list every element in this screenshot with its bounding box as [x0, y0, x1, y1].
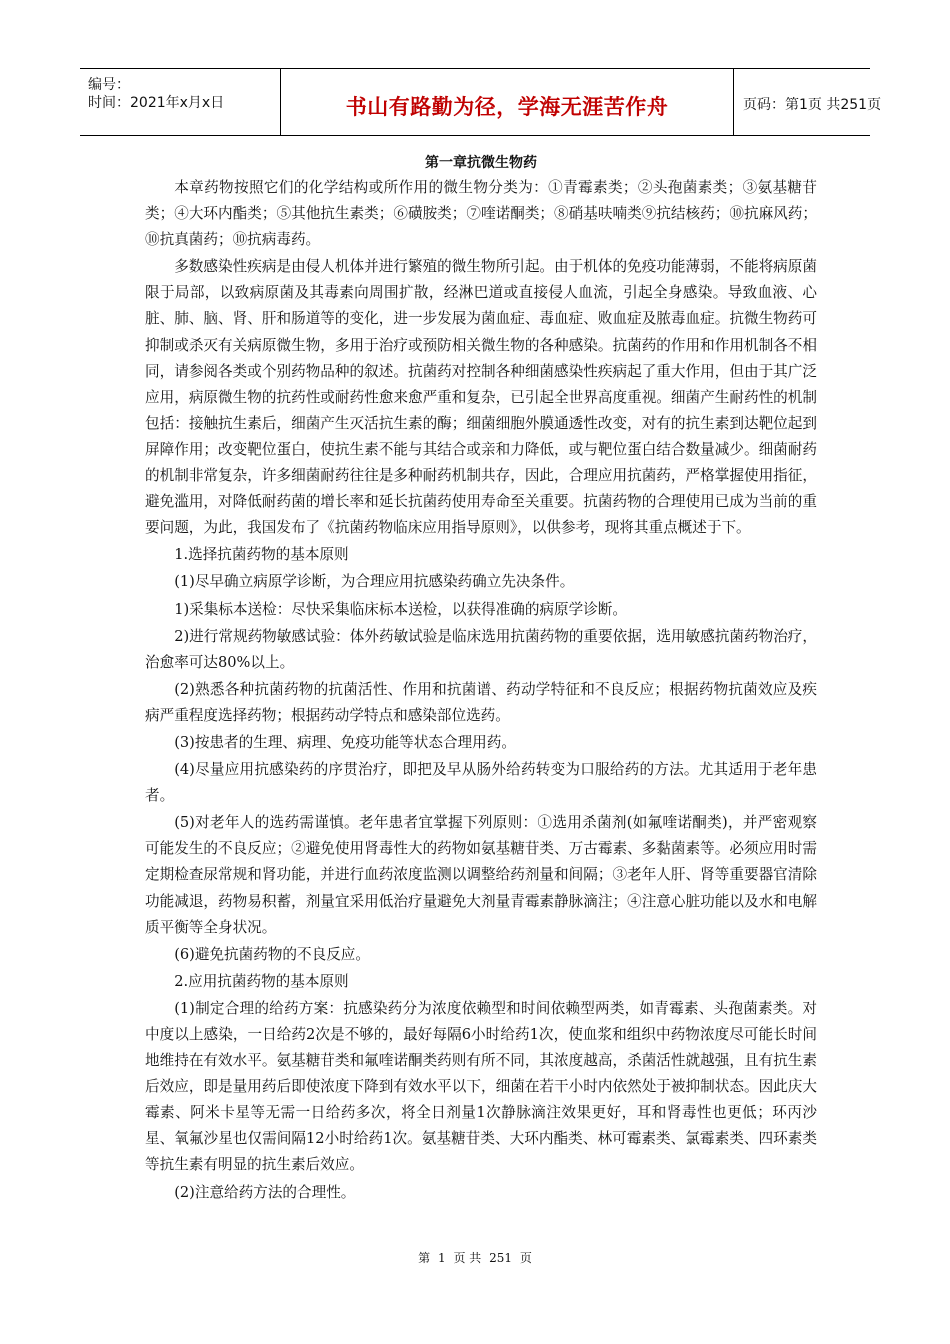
paragraph-item: (1)尽早确立病原学诊断，为合理应用抗感染药确立先决条件。 — [174, 573, 575, 591]
footer-suffix: 页 — [519, 1251, 532, 1265]
header-motto-cell — [280, 69, 734, 135]
header-page-info: 页码：第1页 共251页 — [743, 97, 882, 113]
header-motto: 书山有路勤为径，学海无涯苦作舟 — [345, 95, 669, 119]
paragraph-item: (4)尽量应用抗感染药的序贯治疗，即把及早从肠外给药转变为口服给药的方法。尤其适用于老年患者。 — [145, 761, 817, 805]
paragraph-classification: 本章药物按照它们的化学结构或所作用的微生物分类为：①青霉素类；②头孢菌素类；③氨基糖苷类；④大环内酯类；⑤其他抗生素类；⑥磺胺类；⑦喹诺酮类；⑧硝基呋喃类⑨抗结核药；⑩抗麻风药；⑩抗真菌药；⑩抗病毒药。 — [145, 179, 817, 249]
page-header — [80, 68, 882, 136]
paragraph-intro: 多数感染性疾病是由侵人机体并进行繁殖的微生物所引起。由于机体的免疫功能薄弱，不能将病原菌限于局部，以致病原菌及其毒素向周围扩散，经淋巴道或直接侵人血流，引起全身感染。导致血液、心脏、肺、脑、肾、肝和肠道等的变化，进一步发展为菌血症、毒血症、败血症及脓毒血症。抗微生物药可抑制或杀灭有关病原微生物，多用于治疗或预防相关微生物的各种感染。抗菌药的作用和作用机制各不相同，请参阅各类或个别药物品种的叙述。抗菌药对控制各种细菌感染性疾病起了重大作用，但由于其广泛应用，病原微生物的抗药性或耐药性愈来愈严重和复杂，已引起全世界高度重视。细菌产生耐药性的机制包括：接触抗生素后，细菌产生灭活抗生素的酶；细菌细胞外膜通透性改变，对有的抗生素到达靶位起到屏障作用；改变靶位蛋白，使抗生素不能与其结合或亲和力降低，或与靶位蛋白结合数量减少。细菌耐药的机制非常复杂，许多细菌耐药往往是多种耐药机制共存，因此，合理应用抗菌药，严格掌握使用指征，避免滥用，对降低耐药菌的增长率和延长抗菌药使用寿命至关重要。抗菌药物的合理使用已成为当前的重要问题，为此，我国发布了《抗菌药物临床应用指导原则》，以供参考，现将其重点概述于下。 — [145, 258, 817, 537]
document-body — [145, 152, 817, 1207]
footer-total-pages: 251 — [489, 1251, 513, 1265]
section-heading-2: 2.应用抗菌药物的基本原则 — [174, 972, 349, 990]
paragraph-item: (2)注意给药方法的合理性。 — [174, 1183, 356, 1201]
footer-mid: 页 共 — [453, 1251, 482, 1265]
document-date: 时间：2021年x月x日 — [88, 95, 225, 111]
header-page-cell — [733, 69, 882, 135]
paragraph-item: (1)制定合理的给药方案：抗感染药分为浓度依赖型和时间依赖型两类，如青霉素、头孢菌素类。对中度以上感染，一日给药2次是不够的，最好每隔6小时给药1次，使血浆和组织中药物浓度尽可能长时间地维持在有效水平。氨基糖苷类和氟喹诺酮类药则有所不同，其浓度越高，杀菌活性就越强，且有抗生素后效应，即是量用药后即使浓度下降到有效水平以下，细菌在若干小时内依然处于被抑制状态。因此庆大霉素、阿米卡星等无需一日给药多次，将全日剂量1次静脉滴注效果更好，耳和肾毒性也更低；环丙沙星、氧氟沙星也仅需间隔12小时给药1次。氨基糖苷类、大环内酯类、林可霉素类、氯霉素类、四环素类等抗生素有明显的抗生素后效应。 — [145, 999, 817, 1174]
paragraph-item: 2)进行常规药物敏感试验：体外药敏试验是临床选用抗菌药物的重要依据，选用敏感抗菌药物治疗，治愈率可达80%以上。 — [145, 627, 817, 671]
section-heading-1: 1.选择抗菌药物的基本原则 — [174, 546, 349, 564]
document-number-label: 编号： — [88, 77, 130, 93]
header-meta — [80, 69, 280, 135]
footer-page-number: 1 — [437, 1251, 446, 1265]
paragraph-item: (2)熟悉各种抗菌药物的抗菌活性、作用和抗菌谱、药动学特征和不良反应；根据药物抗菌效应及疾病严重程度选择药物；根据药动学特点和感染部位选药。 — [145, 680, 817, 724]
chapter-title: 第一章抗微生物药 — [425, 155, 537, 171]
paragraph-item: (3)按患者的生理、病理、免疫功能等状态合理用药。 — [174, 733, 516, 751]
paragraph-item: 1)采集标本送检：尽快采集临床标本送检，以获得准确的病原学诊断。 — [174, 600, 627, 618]
paragraph-item: (5)对老年人的选药需谨慎。老年患者宜掌握下列原则：①选用杀菌剂(如氟喹诺酮类)，并严密观察可能发生的不良反应；②避免使用肾毒性大的药物如氨基糖苷类、万古霉素、多黏菌素等。必须应用时需定期检查尿常规和肾功能，并进行血药浓度监测以调整给药剂量和间隔；③老年人肝、肾等重要器官清除功能减退，药物易积蓄，剂量宜采用低治疗量避免大剂量青霉素静脉滴注；④注意心脏功能以及水和电解质平衡等全身状况。 — [145, 814, 817, 936]
footer-prefix: 第 — [418, 1251, 431, 1265]
paragraph-item: (6)避免抗菌药物的不良反应。 — [174, 945, 370, 963]
page-footer — [0, 1249, 950, 1266]
